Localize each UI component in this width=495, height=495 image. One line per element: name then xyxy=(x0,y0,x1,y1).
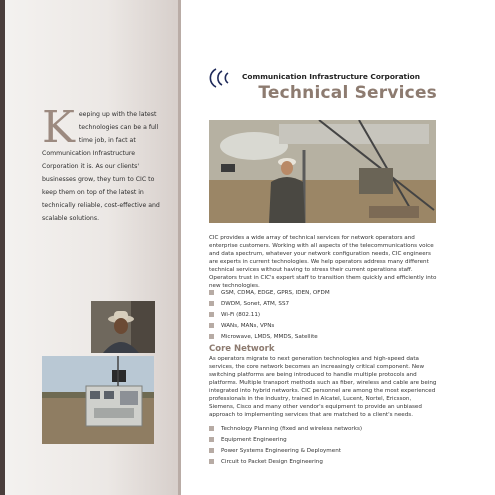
list-item-label: GSM, CDMA, EDGE, GPRS, IDEN, OFDM xyxy=(221,289,330,296)
square-bullet-icon xyxy=(209,290,214,295)
square-bullet-icon xyxy=(209,312,214,317)
intro-paragraph xyxy=(42,102,162,225)
page-edge-bar xyxy=(0,0,5,495)
list-item-label: Wi-Fi (802.11) xyxy=(221,311,261,318)
list-item-label: Equipment Engineering xyxy=(221,436,287,443)
dropcap-letter: K xyxy=(42,102,75,153)
core-network-paragraph: As operators migrate to next generation technologies and high-speed data services, the core network becomes an increasingly critical component. New switching platforms are being introduced to handle multiple protocols and platforms. Multiple transport methods such as fiber, wireless and cable are being integrated into hybrid networks. CIC personnel are among the most experienced professionals in the industry, trained in Alcatel, Lucent, Nortel, Ericsson, Siemens, Cisco and many other vendor's equipment to provide an unbiased approach to implementing services that are matched to a client's needs. xyxy=(209,356,437,418)
list-item xyxy=(209,309,437,320)
list-item-label: Power Systems Engineering & Deployment xyxy=(221,447,341,454)
technician-portrait-photo xyxy=(91,301,155,353)
list-item xyxy=(209,331,437,342)
cic-logo-icon xyxy=(206,66,236,90)
list-item xyxy=(209,456,437,467)
intro-services-paragraph: CIC provides a wide array of technical services for network operators and enterprise customers. Working with all aspects of the telecommunications voice and data spectrum, whatever your network configuration needs, CIC engineers are experts in current technologies. We help operators address many different technical services without having to stress their current operations staff. Operators trust in CIC's expert staff to transition them quickly and efficiently into new technologies. xyxy=(209,235,437,289)
services-list xyxy=(209,423,437,467)
list-item-label: Microwave, LMDS, MMDS, Satellite xyxy=(221,333,318,340)
technology-list xyxy=(209,287,437,342)
list-item xyxy=(209,423,437,434)
list-item-label: DWDM, Sonet, ATM, SS7 xyxy=(221,300,290,307)
square-bullet-icon xyxy=(209,323,214,328)
list-item xyxy=(209,320,437,331)
square-bullet-icon xyxy=(209,459,214,464)
section-heading-core-network: Core Network xyxy=(209,344,275,354)
square-bullet-icon xyxy=(209,437,214,442)
square-bullet-icon xyxy=(209,426,214,431)
sidebar-divider xyxy=(178,0,181,495)
list-item-label: Technology Planning (fixed and wireless networks) xyxy=(221,425,363,432)
field-engineer-photo xyxy=(209,120,436,223)
square-bullet-icon xyxy=(209,448,214,453)
company-name: Communication Infrastructure Corporation xyxy=(242,72,420,81)
square-bullet-icon xyxy=(209,334,214,339)
list-item xyxy=(209,434,437,445)
page-title: Technical Services xyxy=(258,83,437,103)
equipment-site-photo xyxy=(42,356,154,444)
list-item-label: WANs, MANs, VPNs xyxy=(221,322,275,329)
list-item xyxy=(209,445,437,456)
list-item xyxy=(209,298,437,309)
square-bullet-icon xyxy=(209,301,214,306)
intro-text: eeping up with the latest technologies can be a full time job, in fact at Communication Infrastructure Corporation it is. As our clients' businesses grow, they turn to CIC to keep them on top of the latest in technically reliable, cost-effective and scalable solutions. xyxy=(42,111,160,222)
list-item-label: Circuit to Packet Design Engineering xyxy=(221,458,323,465)
list-item xyxy=(209,287,437,298)
